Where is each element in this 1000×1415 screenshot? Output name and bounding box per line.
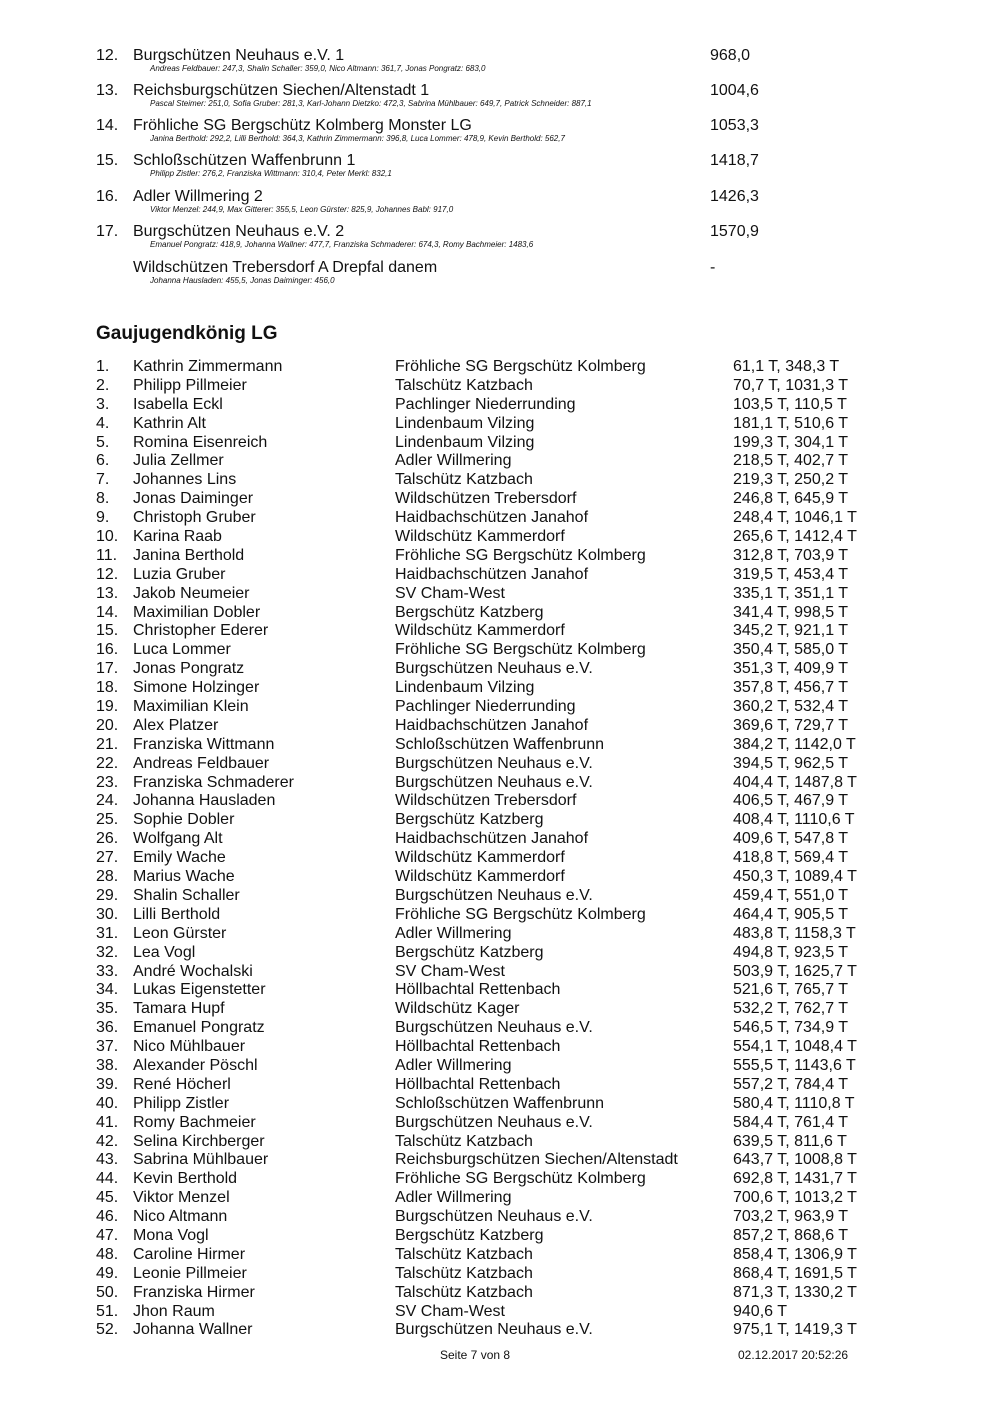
club-name: Pachlinger Niederrunding xyxy=(395,698,576,716)
ranking-row xyxy=(0,1057,1000,1076)
ranking-row xyxy=(0,774,1000,793)
ranking-rank: 33. xyxy=(96,962,119,980)
shooter-name: Romina Eisenreich xyxy=(133,433,268,451)
shot-values: 459,4 T, 551,0 T xyxy=(733,886,849,904)
shooter-name: René Höcherl xyxy=(133,1075,231,1093)
shooter-name: Luzia Gruber xyxy=(133,565,226,583)
club-name: Höllbachtal Rettenbach xyxy=(395,981,561,999)
ranking-rank: 1. xyxy=(96,358,110,375)
ranking-list xyxy=(0,358,1000,1340)
club-name: Burgschützen Neuhaus e.V. xyxy=(395,754,593,772)
ranking-row xyxy=(0,981,1000,1000)
ranking-row xyxy=(0,434,1000,453)
shot-values: 450,3 T, 1089,4 T xyxy=(733,868,857,886)
ranking-row xyxy=(0,1321,1000,1340)
ranking-row xyxy=(0,396,1000,415)
shooter-name: Jhon Raum xyxy=(133,1302,215,1320)
shooter-name: Alex Platzer xyxy=(133,716,219,734)
ranking-rank: 52. xyxy=(96,1321,119,1339)
shot-values: 858,4 T, 1306,9 T xyxy=(733,1245,857,1263)
ranking-row xyxy=(0,868,1000,887)
ranking-row xyxy=(0,377,1000,396)
shooter-name: Leon Gürster xyxy=(133,924,227,942)
shooter-name: Emanuel Pongratz xyxy=(133,1019,265,1037)
shot-values: 218,5 T, 402,7 T xyxy=(733,452,849,470)
team-rank: 16. xyxy=(96,188,119,205)
club-name: Burgschützen Neuhaus e.V. xyxy=(395,886,593,904)
shot-values: 369,6 T, 729,7 T xyxy=(733,716,849,734)
shooter-name: Mona Vogl xyxy=(133,1226,209,1244)
club-name: Burgschützen Neuhaus e.V. xyxy=(395,660,593,678)
shot-values: 857,2 T, 868,6 T xyxy=(733,1226,849,1244)
shooter-name: Alexander Pöschl xyxy=(133,1056,258,1074)
shot-values: 350,4 T, 585,0 T xyxy=(733,641,849,659)
ranking-rank: 14. xyxy=(96,603,119,621)
ranking-row xyxy=(0,906,1000,925)
ranking-rank: 6. xyxy=(96,452,110,470)
ranking-rank: 26. xyxy=(96,830,119,848)
ranking-rank: 34. xyxy=(96,981,119,999)
team-total: 1570,9 xyxy=(710,223,759,240)
ranking-row xyxy=(0,736,1000,755)
ranking-rank: 13. xyxy=(96,584,119,602)
ranking-row xyxy=(0,1265,1000,1284)
team-members: Andreas Feldbauer: 247,3, Shalin Schaller: 359,0, Nico Altmann: 361,7, Jonas Pongratz: 683,0 xyxy=(150,64,486,73)
team-rank: 15. xyxy=(96,152,119,169)
ranking-rank: 24. xyxy=(96,792,119,810)
club-name: Schloßschützen Waffenbrunn xyxy=(395,1094,605,1112)
ranking-row xyxy=(0,622,1000,641)
club-name: Burgschützen Neuhaus e.V. xyxy=(395,1208,593,1226)
shooter-name: Kevin Berthold xyxy=(133,1170,238,1188)
shot-values: 312,8 T, 703,9 T xyxy=(733,546,849,564)
ranking-row xyxy=(0,585,1000,604)
shot-values: 464,4 T, 905,5 T xyxy=(733,905,849,923)
club-name: Wildschütz Kager xyxy=(395,1000,520,1018)
shot-values: 639,5 T, 811,6 T xyxy=(733,1132,847,1150)
team-name: Burgschützen Neuhaus e.V. 1 xyxy=(133,47,345,64)
shooter-name: Jonas Pongratz xyxy=(133,660,245,678)
shooter-name: Philipp Pillmeier xyxy=(133,376,247,394)
shot-values: 584,4 T, 761,4 T xyxy=(733,1113,849,1131)
ranking-rank: 23. xyxy=(96,773,119,791)
club-name: Haidbachschützen Janahof xyxy=(395,565,589,583)
team-row xyxy=(0,223,1000,259)
club-name: SV Cham-West xyxy=(395,1302,505,1320)
shooter-name: Janina Berthold xyxy=(133,546,245,564)
shooter-name: Andreas Feldbauer xyxy=(133,754,270,772)
ranking-rank: 20. xyxy=(96,716,119,734)
team-rank: 13. xyxy=(96,82,119,99)
ranking-row xyxy=(0,1114,1000,1133)
shooter-name: Christoph Gruber xyxy=(133,509,256,527)
club-name: Talschütz Katzbach xyxy=(395,1245,533,1263)
club-name: Wildschütz Kammerdorf xyxy=(395,868,565,886)
shot-values: 70,7 T, 1031,3 T xyxy=(733,376,849,394)
ranking-row xyxy=(0,1170,1000,1189)
ranking-rank: 25. xyxy=(96,811,119,829)
ranking-row xyxy=(0,925,1000,944)
ranking-row xyxy=(0,1303,1000,1322)
shot-values: 360,2 T, 532,4 T xyxy=(733,698,849,716)
ranking-row xyxy=(0,717,1000,736)
shot-values: 483,8 T, 1158,3 T xyxy=(733,924,856,942)
team-rank: 12. xyxy=(96,47,119,64)
shot-values: 246,8 T, 645,9 T xyxy=(733,490,849,508)
shooter-name: Maximilian Klein xyxy=(133,698,249,716)
team-row xyxy=(0,47,1000,83)
team-members: Pascal Steimer: 251,0, Sofia Gruber: 281,3, Karl-Johann Dietzko: 472,3, Sabrina Mühlbauer: 649,7, Patrick Schneider: 887,1 xyxy=(150,99,592,108)
club-name: Burgschützen Neuhaus e.V. xyxy=(395,1019,593,1037)
shooter-name: Kathrin Zimmermann xyxy=(133,358,283,375)
ranking-rank: 46. xyxy=(96,1208,119,1226)
club-name: Bergschütz Katzberg xyxy=(395,1226,544,1244)
club-name: Wildschützen Trebersdorf xyxy=(395,792,577,810)
team-name: Reichsburgschützen Siechen/Altenstadt 1 xyxy=(133,82,430,99)
team-members: Janina Berthold: 292,2, Lilli Berthold: 364,3, Kathrin Zimmermann: 396,8, Luca Lommer: 478,9, Kevin Berthold: 562,7 xyxy=(150,134,565,143)
ranking-row xyxy=(0,1246,1000,1265)
ranking-rank: 31. xyxy=(96,924,119,942)
shooter-name: Philipp Zistler xyxy=(133,1094,230,1112)
shooter-name: Emily Wache xyxy=(133,849,226,867)
team-row xyxy=(0,82,1000,118)
shooter-name: Lukas Eigenstetter xyxy=(133,981,266,999)
ranking-rank: 18. xyxy=(96,679,119,697)
club-name: Bergschütz Katzberg xyxy=(395,943,544,961)
shooter-name: Julia Zellmer xyxy=(133,452,224,470)
ranking-rank: 2. xyxy=(96,376,110,394)
team-name: Fröhliche SG Bergschütz Kolmberg Monster LG xyxy=(133,117,472,134)
ranking-row xyxy=(0,1076,1000,1095)
shot-values: 199,3 T, 304,1 T xyxy=(733,433,849,451)
team-rank: 17. xyxy=(96,223,119,240)
shooter-name: Viktor Menzel xyxy=(133,1189,230,1207)
ranking-row xyxy=(0,528,1000,547)
shot-values: 503,9 T, 1625,7 T xyxy=(733,962,857,980)
club-name: Adler Willmering xyxy=(395,1189,512,1207)
ranking-rank: 21. xyxy=(96,735,119,753)
ranking-row xyxy=(0,641,1000,660)
club-name: Talschütz Katzbach xyxy=(395,1264,533,1282)
shot-values: 394,5 T, 962,5 T xyxy=(733,754,849,772)
ranking-row xyxy=(0,811,1000,830)
shooter-name: Franziska Schmaderer xyxy=(133,773,294,791)
shooter-name: Lilli Berthold xyxy=(133,905,221,923)
page-number: Seite 7 von 8 xyxy=(440,1348,511,1362)
shooter-name: Maximilian Dobler xyxy=(133,603,261,621)
ranking-row xyxy=(0,604,1000,623)
ranking-row xyxy=(0,1000,1000,1019)
ranking-row xyxy=(0,1189,1000,1208)
club-name: Wildschütz Kammerdorf xyxy=(395,528,565,546)
ranking-row xyxy=(0,1095,1000,1114)
team-members: Viktor Menzel: 244,9, Max Gitterer: 355,5, Leon Gürster: 825,9, Johannes Babl: 917,0 xyxy=(150,205,454,214)
shot-values: 703,2 T, 963,9 T xyxy=(733,1208,849,1226)
shot-values: 546,5 T, 734,9 T xyxy=(733,1019,849,1037)
club-name: Fröhliche SG Bergschütz Kolmberg xyxy=(395,358,646,375)
shooter-name: Kathrin Alt xyxy=(133,414,206,432)
ranking-row xyxy=(0,1284,1000,1303)
ranking-rank: 17. xyxy=(96,660,119,678)
shot-values: 404,4 T, 1487,8 T xyxy=(733,773,857,791)
shooter-name: Isabella Eckl xyxy=(133,395,223,413)
club-name: SV Cham-West xyxy=(395,962,505,980)
shot-values: 409,6 T, 547,8 T xyxy=(733,830,849,848)
club-name: Bergschütz Katzberg xyxy=(395,603,544,621)
ranking-rank: 50. xyxy=(96,1283,119,1301)
shot-values: 351,3 T, 409,9 T xyxy=(733,660,849,678)
shooter-name: Johannes Lins xyxy=(133,471,237,489)
team-members: Johanna Hausladen: 455,5, Jonas Daiminger: 456,0 xyxy=(150,276,335,285)
shot-values: 341,4 T, 998,5 T xyxy=(733,603,849,621)
club-name: Adler Willmering xyxy=(395,1056,512,1074)
team-name: Wildschützen Trebersdorf A Drepfal danem xyxy=(133,259,438,276)
shooter-name: Jakob Neumeier xyxy=(133,584,250,602)
club-name: Adler Willmering xyxy=(395,924,512,942)
team-name: Schloßschützen Waffenbrunn 1 xyxy=(133,152,356,169)
shooter-name: Marius Wache xyxy=(133,868,235,886)
club-name: Lindenbaum Vilzing xyxy=(395,679,535,697)
club-name: Adler Willmering xyxy=(395,452,512,470)
shooter-name: Luca Lommer xyxy=(133,641,231,659)
club-name: Talschütz Katzbach xyxy=(395,1283,533,1301)
club-name: Pachlinger Niederrunding xyxy=(395,395,576,413)
shooter-name: Sophie Dobler xyxy=(133,811,235,829)
ranking-row xyxy=(0,1208,1000,1227)
team-row xyxy=(0,117,1000,153)
shooter-name: Jonas Daiminger xyxy=(133,490,254,508)
ranking-rank: 5. xyxy=(96,433,110,451)
club-name: Haidbachschützen Janahof xyxy=(395,716,589,734)
club-name: Burgschützen Neuhaus e.V. xyxy=(395,773,593,791)
ranking-rank: 42. xyxy=(96,1132,119,1150)
shot-values: 418,8 T, 569,4 T xyxy=(733,849,849,867)
ranking-row xyxy=(0,698,1000,717)
ranking-row xyxy=(0,887,1000,906)
team-name: Burgschützen Neuhaus e.V. 2 xyxy=(133,223,345,240)
shot-values: 384,2 T, 1142,0 T xyxy=(733,735,856,753)
shooter-name: Franziska Hirmer xyxy=(133,1283,255,1301)
club-name: Höllbachtal Rettenbach xyxy=(395,1075,561,1093)
club-name: Burgschützen Neuhaus e.V. xyxy=(395,1321,593,1339)
shooter-name: André Wochalski xyxy=(133,962,253,980)
ranking-rank: 37. xyxy=(96,1038,119,1056)
shot-values: 871,3 T, 1330,2 T xyxy=(733,1283,857,1301)
ranking-row xyxy=(0,1151,1000,1170)
shot-values: 219,3 T, 250,2 T xyxy=(733,471,849,489)
club-name: Fröhliche SG Bergschütz Kolmberg xyxy=(395,905,646,923)
ranking-row xyxy=(0,452,1000,471)
ranking-rank: 11. xyxy=(96,546,118,564)
shooter-name: Simone Holzinger xyxy=(133,679,260,697)
team-total: 1004,6 xyxy=(710,82,759,99)
shot-values: 181,1 T, 510,6 T xyxy=(733,414,849,432)
team-total: 1418,7 xyxy=(710,152,759,169)
club-name: Lindenbaum Vilzing xyxy=(395,414,535,432)
team-total: - xyxy=(710,259,716,276)
ranking-rank: 27. xyxy=(96,849,119,867)
shooter-name: Johanna Hausladen xyxy=(133,792,276,810)
shooter-name: Leonie Pillmeier xyxy=(133,1264,247,1282)
shot-values: 557,2 T, 784,4 T xyxy=(733,1075,849,1093)
shot-values: 700,6 T, 1013,2 T xyxy=(733,1189,857,1207)
ranking-row xyxy=(0,830,1000,849)
ranking-rank: 8. xyxy=(96,490,110,508)
team-members: Philipp Zistler: 276,2, Franziska Wittmann: 310,4, Peter Merkl: 832,1 xyxy=(150,169,392,178)
shooter-name: Lea Vogl xyxy=(133,943,196,961)
club-name: Burgschützen Neuhaus e.V. xyxy=(395,1113,593,1131)
ranking-rank: 15. xyxy=(96,622,119,640)
ranking-row xyxy=(0,490,1000,509)
ranking-rank: 12. xyxy=(96,565,119,583)
ranking-row xyxy=(0,679,1000,698)
section-title: Gaujugendkönig LG xyxy=(96,323,278,344)
shot-values: 248,4 T, 1046,1 T xyxy=(733,509,857,527)
ranking-row xyxy=(0,660,1000,679)
shot-values: 975,1 T, 1419,3 T xyxy=(733,1321,857,1339)
ranking-rank: 10. xyxy=(96,528,119,546)
shot-values: 335,1 T, 351,1 T xyxy=(733,584,849,602)
club-name: Talschütz Katzbach xyxy=(395,1132,533,1150)
team-total: 1426,3 xyxy=(710,188,759,205)
club-name: Fröhliche SG Bergschütz Kolmberg xyxy=(395,546,646,564)
ranking-row xyxy=(0,415,1000,434)
team-row xyxy=(0,259,1000,295)
ranking-row xyxy=(0,1038,1000,1057)
ranking-rank: 29. xyxy=(96,886,119,904)
ranking-rank: 39. xyxy=(96,1075,119,1093)
club-name: Fröhliche SG Bergschütz Kolmberg xyxy=(395,1170,646,1188)
ranking-rank: 48. xyxy=(96,1245,119,1263)
shot-values: 532,2 T, 762,7 T xyxy=(733,1000,849,1018)
shot-values: 357,8 T, 456,7 T xyxy=(733,679,849,697)
shooter-name: Nico Mühlbauer xyxy=(133,1038,246,1056)
team-members: Emanuel Pongratz: 418,9, Johanna Wallner: 477,7, Franziska Schmaderer: 674,3, Romy Bachmeier: 1483,6 xyxy=(150,240,534,249)
ranking-rank: 32. xyxy=(96,943,119,961)
ranking-rank: 35. xyxy=(96,1000,119,1018)
shooter-name: Selina Kirchberger xyxy=(133,1132,265,1150)
ranking-rank: 28. xyxy=(96,868,119,886)
shot-values: 521,6 T, 765,7 T xyxy=(733,981,849,999)
ranking-rank: 45. xyxy=(96,1189,119,1207)
ranking-row xyxy=(0,471,1000,490)
club-name: Schloßschützen Waffenbrunn xyxy=(395,735,605,753)
team-rank: 14. xyxy=(96,117,119,134)
shot-values: 868,4 T, 1691,5 T xyxy=(733,1264,857,1282)
club-name: Talschütz Katzbach xyxy=(395,376,533,394)
shot-values: 265,6 T, 1412,4 T xyxy=(733,528,857,546)
shooter-name: Romy Bachmeier xyxy=(133,1113,256,1131)
shooter-name: Shalin Schaller xyxy=(133,886,240,904)
ranking-rank: 19. xyxy=(96,698,119,716)
ranking-rank: 16. xyxy=(96,641,119,659)
print-timestamp: 02.12.2017 20:52:26 xyxy=(738,1348,849,1362)
ranking-rank: 3. xyxy=(96,395,110,413)
shooter-name: Christopher Ederer xyxy=(133,622,269,640)
ranking-rank: 38. xyxy=(96,1056,119,1074)
ranking-row xyxy=(0,509,1000,528)
team-row xyxy=(0,188,1000,224)
ranking-rank: 43. xyxy=(96,1151,119,1169)
ranking-row xyxy=(0,944,1000,963)
club-name: Höllbachtal Rettenbach xyxy=(395,1038,561,1056)
shooter-name: Sabrina Mühlbauer xyxy=(133,1151,269,1169)
shot-values: 406,5 T, 467,9 T xyxy=(733,792,849,810)
ranking-rank: 36. xyxy=(96,1019,119,1037)
club-name: Talschütz Katzbach xyxy=(395,471,533,489)
shot-values: 345,2 T, 921,1 T xyxy=(733,622,849,640)
shooter-name: Caroline Hirmer xyxy=(133,1245,246,1263)
shooter-name: Wolfgang Alt xyxy=(133,830,223,848)
club-name: Reichsburgschützen Siechen/Altenstadt xyxy=(395,1151,678,1169)
shooter-name: Karina Raab xyxy=(133,528,222,546)
shooter-name: Franziska Wittmann xyxy=(133,735,275,753)
ranking-row xyxy=(0,1227,1000,1246)
shot-values: 554,1 T, 1048,4 T xyxy=(733,1038,857,1056)
shot-values: 580,4 T, 1110,8 T xyxy=(733,1094,855,1112)
ranking-rank: 47. xyxy=(96,1226,119,1244)
team-total: 968,0 xyxy=(710,47,751,64)
ranking-row xyxy=(0,849,1000,868)
shot-values: 643,7 T, 1008,8 T xyxy=(733,1151,857,1169)
club-name: Wildschützen Trebersdorf xyxy=(395,490,577,508)
team-row xyxy=(0,152,1000,188)
club-name: Fröhliche SG Bergschütz Kolmberg xyxy=(395,641,646,659)
ranking-rank: 44. xyxy=(96,1170,119,1188)
shooter-name: Johanna Wallner xyxy=(133,1321,253,1339)
ranking-rank: 9. xyxy=(96,509,110,527)
club-name: Lindenbaum Vilzing xyxy=(395,433,535,451)
ranking-rank: 40. xyxy=(96,1094,119,1112)
shot-values: 103,5 T, 110,5 T xyxy=(733,395,847,413)
club-name: Bergschütz Katzberg xyxy=(395,811,544,829)
ranking-row xyxy=(0,358,1000,377)
ranking-row xyxy=(0,566,1000,585)
club-name: Wildschütz Kammerdorf xyxy=(395,622,565,640)
shot-values: 408,4 T, 1110,6 T xyxy=(733,811,855,829)
shooter-name: Nico Altmann xyxy=(133,1208,228,1226)
ranking-rank: 22. xyxy=(96,754,119,772)
ranking-rank: 30. xyxy=(96,905,119,923)
shot-values: 940,6 T xyxy=(733,1302,787,1320)
ranking-row xyxy=(0,1019,1000,1038)
ranking-rank: 51. xyxy=(96,1302,119,1320)
ranking-row xyxy=(0,755,1000,774)
shot-values: 494,8 T, 923,5 T xyxy=(733,943,849,961)
ranking-rank: 7. xyxy=(96,471,110,489)
ranking-rank: 49. xyxy=(96,1264,119,1282)
ranking-row xyxy=(0,963,1000,982)
ranking-row xyxy=(0,547,1000,566)
team-name: Adler Willmering 2 xyxy=(133,188,263,205)
shot-values: 61,1 T, 348,3 T xyxy=(733,358,840,375)
team-total: 1053,3 xyxy=(710,117,759,134)
club-name: SV Cham-West xyxy=(395,584,505,602)
club-name: Wildschütz Kammerdorf xyxy=(395,849,565,867)
shot-values: 319,5 T, 453,4 T xyxy=(733,565,849,583)
club-name: Haidbachschützen Janahof xyxy=(395,830,589,848)
ranking-rank: 4. xyxy=(96,414,110,432)
ranking-rank: 41. xyxy=(96,1113,119,1131)
club-name: Haidbachschützen Janahof xyxy=(395,509,589,527)
ranking-row xyxy=(0,1133,1000,1152)
shooter-name: Tamara Hupf xyxy=(133,1000,225,1018)
shot-values: 555,5 T, 1143,6 T xyxy=(733,1056,856,1074)
shot-values: 692,8 T, 1431,7 T xyxy=(733,1170,857,1188)
ranking-row xyxy=(0,792,1000,811)
